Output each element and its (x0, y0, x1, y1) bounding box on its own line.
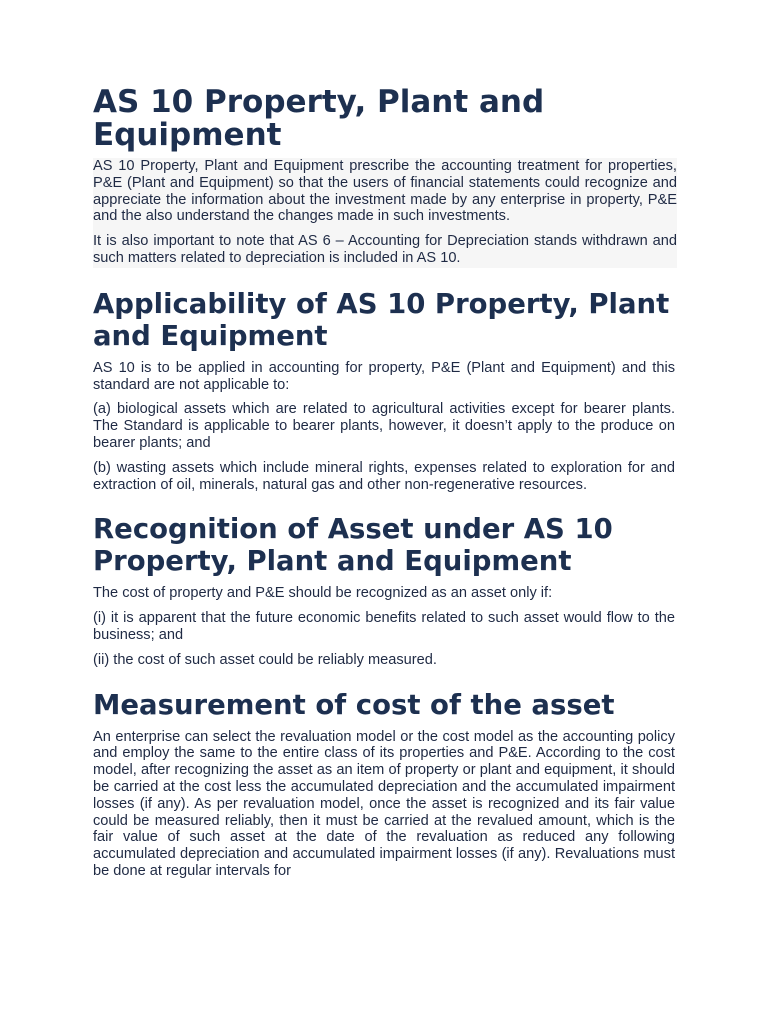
applicability-paragraph-1: AS 10 is to be applied in accounting for property, P&E (Plant and Equipment) and this standard are not applicable to: (93, 359, 675, 393)
recognition-item-ii: (ii) the cost of such asset could be reliably measured. (93, 651, 437, 668)
intro-paragraph-2: It is also important to note that AS 6 – Accounting for Depreciation stands withdrawn and such matters related to depreciation is included in AS 10. (93, 233, 677, 266)
recognition-item-i: (i) it is apparent that the future economic benefits related to such asset would flow to the business; and (93, 610, 675, 643)
measurement-paragraph-1: An enterprise can select the revaluation model or the cost model as the accounting policy and employ the same to the entire class of its properties and P&E. According to the cost model, after recognizing the asset as an item of property or plant and equipment, it should be carried at the cost less the accumulated depreciation and the accumulated impairment losses (if any). As per revaluation model, once the asset is recognized and its fair value could be measured reliably, then it must be carried at the revalued amount, which is the fair value of such asset at the date of the revaluation as reduced any following accumulated depreciation and accumulated impairment losses (if any). Revaluations must be done at regular intervals for (93, 728, 675, 879)
page-title: AS 10 Property, Plant and Equipment (93, 84, 545, 153)
applicability-item-b: (b) wasting assets which include mineral rights, expenses related to exploration for and extraction of oil, minerals, natural gas and other non-regenerative resources. (93, 459, 675, 493)
intro-paragraph-1: AS 10 Property, Plant and Equipment prescribe the accounting treatment for properties, P&E (Plant and Equipment) so that the users of financial statements could recognize and appreciate the information about the investment made by any enterprise in property, P&E and the also understand the changes made in such investments. (93, 158, 677, 225)
heading-measurement: Measurement of cost of the asset (93, 688, 615, 721)
heading-applicability: Applicability of AS 10 Property, Plant and Equipment (93, 287, 670, 352)
heading-recognition: Recognition of Asset under AS 10 Property, Plant and Equipment (93, 513, 613, 578)
applicability-item-a: (a) biological assets which are related to agricultural activities except for bearer plants. The Standard is applicable to bearer plants, however, it doesn’t apply to the produce on bearer plants; and (93, 401, 675, 451)
intro-block (93, 158, 677, 268)
document-page (93, 86, 675, 904)
recognition-paragraph-1: The cost of property and P&E should be recognized as an asset only if: (93, 585, 553, 602)
